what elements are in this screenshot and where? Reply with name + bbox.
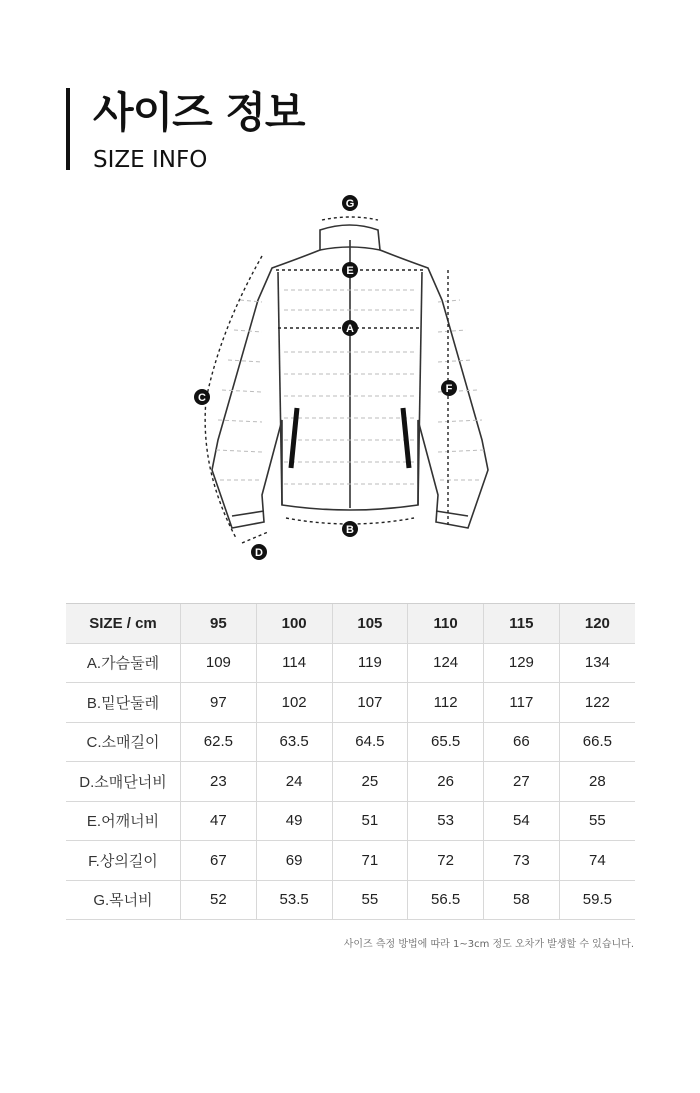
page-title: 사이즈 정보 [93,88,305,137]
marker-a [342,320,358,336]
table-cell: 53 [408,801,484,841]
table-row [66,880,635,920]
measure-lines [205,217,448,543]
table-cell: 72 [408,841,484,881]
header-cell: 100 [256,604,332,644]
table-cell: 71 [332,841,408,881]
row-label: B.밑단둘레 [66,683,181,723]
table-cell: 52 [181,880,257,920]
table-cell: 129 [484,643,560,683]
table-cell: 122 [559,683,635,723]
table-cell: 63.5 [256,722,332,762]
row-label: G.목너비 [66,880,181,920]
header-cell: 105 [332,604,408,644]
table-cell: 24 [256,762,332,802]
table-cell: 55 [332,880,408,920]
table-cell: 53.5 [256,880,332,920]
table-cell: 62.5 [181,722,257,762]
table-cell: 124 [408,643,484,683]
svg-text:C: C [198,392,206,404]
size-table [66,603,635,920]
table-cell: 23 [181,762,257,802]
table-row [66,643,635,683]
svg-text:E: E [346,265,354,277]
table-row [66,762,635,802]
row-label: D.소매단너비 [66,762,181,802]
table-cell: 56.5 [408,880,484,920]
row-label: A.가슴둘레 [66,643,181,683]
header-cell: 95 [181,604,257,644]
size-table-header [66,604,635,644]
table-cell: 66 [484,722,560,762]
table-cell: 69 [256,841,332,881]
row-label: E.어깨너비 [66,801,181,841]
svg-text:G: G [345,198,355,210]
marker-e [342,262,358,278]
table-cell: 74 [559,841,635,881]
header-cell: 115 [484,604,560,644]
table-cell: 73 [484,841,560,881]
row-label: C.소매길이 [66,722,181,762]
table-cell: 64.5 [332,722,408,762]
header-cell: 110 [408,604,484,644]
table-cell: 47 [181,801,257,841]
svg-text:B: B [346,524,354,536]
header-cell: SIZE / cm [66,604,181,644]
marker-f [441,380,457,396]
table-cell: 26 [408,762,484,802]
table-cell: 107 [332,683,408,723]
table-cell: 28 [559,762,635,802]
svg-text:D: D [255,547,263,559]
table-cell: 102 [256,683,332,723]
marker-d [251,544,267,560]
table-cell: 112 [408,683,484,723]
table-cell: 134 [559,643,635,683]
table-cell: 97 [181,683,257,723]
table-cell: 65.5 [408,722,484,762]
table-cell: 66.5 [559,722,635,762]
marker-b [342,521,358,537]
table-cell: 109 [181,643,257,683]
table-cell: 55 [559,801,635,841]
marker-c [194,389,210,405]
table-cell: 67 [181,841,257,881]
table-cell: 49 [256,801,332,841]
table-cell: 25 [332,762,408,802]
measurement-note: 사이즈 측정 방법에 따라 1~3cm 정도 오차가 발생할 수 있습니다. [343,939,634,950]
table-row [66,801,635,841]
table-cell: 117 [484,683,560,723]
marker-g [342,195,358,211]
table-row [66,722,635,762]
svg-text:F: F [445,383,453,395]
page-subtitle: SIZE INFO [93,147,208,173]
table-cell: 59.5 [559,880,635,920]
header-cell: 120 [559,604,635,644]
table-cell: 51 [332,801,408,841]
table-cell: 119 [332,643,408,683]
svg-text:A: A [346,323,354,335]
table-cell: 58 [484,880,560,920]
table-cell: 54 [484,801,560,841]
table-row [66,841,635,881]
table-row [66,683,635,723]
table-cell: 114 [256,643,332,683]
row-label: F.상의길이 [66,841,181,881]
table-cell: 27 [484,762,560,802]
